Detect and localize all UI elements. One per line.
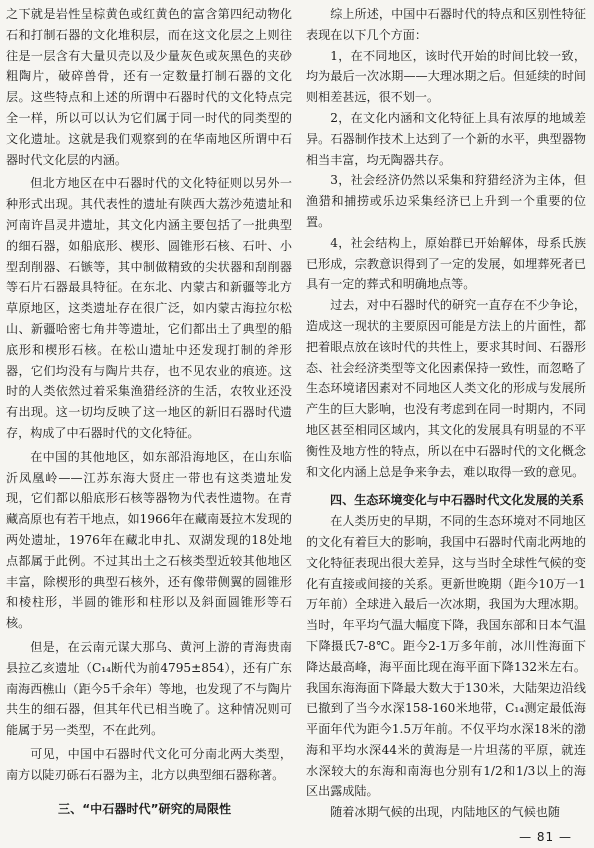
body-paragraph-climate: 在人类历史的早期，不同的生态环境对不同地区的文化有着巨大的影响，我国中石器时代南北两地的文化特征表现出很大差异，这与当时全球性气候的变化有直接或间接的关系。更新世晚期（距今10万一1万年前）全球进入最后一次冰期，我国为大理冰期。当时，年平均气温大幅度下降，我国东部和日本气温下降摄氏7-8℃。距今2-1万多年前，冰川性海面下降达最高峰，海平面比现在海平面下降132米左右。我国东海海面下降最大数大于130米，大陆架边沿线已撤到了当今水深158-160米地带，C₁₄测定最低海平面年代为距今1.5万年前。不仅平均水深18米的渤海和平均水深44米的黄海是一片坦荡的平原，就连水深较大的东海和南海也分别有1/2和1/3以上的海区出露成陆。 [306, 514, 586, 799]
summary-point-2: 2，在文化内涵和文化特征上具有浓厚的地域差异。石器制作技术上达到了一个新的水平，典型器物相当丰富，均无陶器共存。 [306, 110, 586, 167]
body-paragraph-continued: 随着冰期气候的出现，内陆地区的气候也随 [330, 805, 560, 820]
summary-point-1: 1，在不同地区，该时代开始的时间比较一致，均为最后一次冰期——大理冰期之后。但延续的时间则相差甚远，很不划一。 [306, 48, 586, 105]
page-number: — 81 — [519, 830, 572, 844]
summary-point-4: 4，社会结构上，原始群已开始解体，母系氏族已形成，宗教意识得到了一定的发展，如埋葬死者已具有一定的葬式和明确地点等。 [306, 235, 586, 292]
left-column [6, 4, 292, 820]
section-heading-4: 四、生态环境变化与中石器时代文化发展的关系 [330, 493, 584, 508]
section-heading-3: 三、“中石器时代”研究的局限性 [58, 802, 232, 817]
body-paragraph-exceptions: 但是，在云南元谋大那乌、黄河上游的青海贵南县拉乙亥遗址（C₁₄断代为前4795±854），还有广东南海西樵山（距今5千余年）等地，也发现了不与陶片共生的细石器，但其年代已相当晚了。这种情况则可能属于另一类型，不在此列。 [6, 639, 292, 738]
body-paragraph-summary: 可见，中国中石器时代文化可分南北两大类型，南方以陡刃砾石石器为主，北方以典型细石器称著。 [6, 746, 292, 782]
body-paragraph-north: 但北方地区在中石器时代的文化特征则以另外一种形式出现。其代表性的遗址有陕西大荔沙苑遗址和河南许昌灵井遗址，其文化内涵主要包括了一批典型的细石器，如船底形、楔形、圆锥形石核、石叶、小型刮削器、石镞等，其中制做精致的尖状器和刮削器等石片石器最具特征。在东北、内蒙古和新疆等北方草原地区，这类遗址存在很广泛，如内蒙古海拉尔松山、新疆哈密七角井等遗址，它们都出土了典型的船底形和楔形石核。在松山遗址中还发现打制的斧形器，它们均没有与陶片共存，也不见农业的痕迹。这时的人类依然过着采集渔猎经济的生活，农牧业还没有出现。这一切均反映了这一地区的新旧石器时代遗存，构成了中石器时代的文化特征。 [6, 176, 292, 440]
summary-point-3: 3，社会经济仍然以采集和狩猎经济为主体，但渔猎和捕捞或乐边采集经济已上升到一个重要的位置。 [306, 173, 586, 229]
continued-paragraph: 之下就是岩性呈棕黄色或红黄色的富含第四纪动物化石和打制石器的文化堆积层，而在这文化层之上则往往是一层含有大量贝壳以及少量灰色或灰黑色的夹砂粗陶片，破碎兽骨，还有一定数量打制石器的文化层。这些特点和上述的所谓中石器时代的文化特点完全一样，所以可以认为它们属于同一时代的同类型的文化遗址。这就是我们观察到的在华南地区所谓中石器时代文化层的内涵。 [6, 7, 292, 167]
body-paragraph-other-regions: 在中国的其他地区，如东部沿海地区，在山东临沂凤凰岭——江苏东海大贤庄一带也有这类遗址发现，它们都以船底形石核等器物为代表性遗物。在青藏高原也有若干地点，如1966年在藏南聂拉木发现的两处遗址，1976年在藏北申扎、双湖发现的18处地点都属于此例。不过其出土之石核类型近较其他地区丰富，除楔形的典型石核外，还有像带侧翼的圆锥形和棱柱形，半圆的锥形和柱形以及斜面圆锥形等石核。 [6, 449, 292, 631]
body-paragraph-debate: 过去，对中石器时代的研究一直存在不少争论，造成这一现状的主要原因可能是方法上的片面性，都把着眼点放在该时代的共性上，要求其时间、石器形态、社会经济类型等文化因素保持一致性，而忽略了生态环境诸因素对不同地区人类文化的形成与发展所产生的巨大影响，也没有考虑到在同一时期内，不同地区甚至相同区域内，其文化的发展具有明显的不平衡性及地方性的特点，所以在中石器时代的文化概念和文化内涵上总是争来争去，难以取得一致的意见。 [306, 298, 586, 479]
right-column [306, 4, 586, 823]
summary-intro: 综上所述，中国中石器时代的特点和区别性特征表现在以下几个方面： [306, 7, 586, 42]
